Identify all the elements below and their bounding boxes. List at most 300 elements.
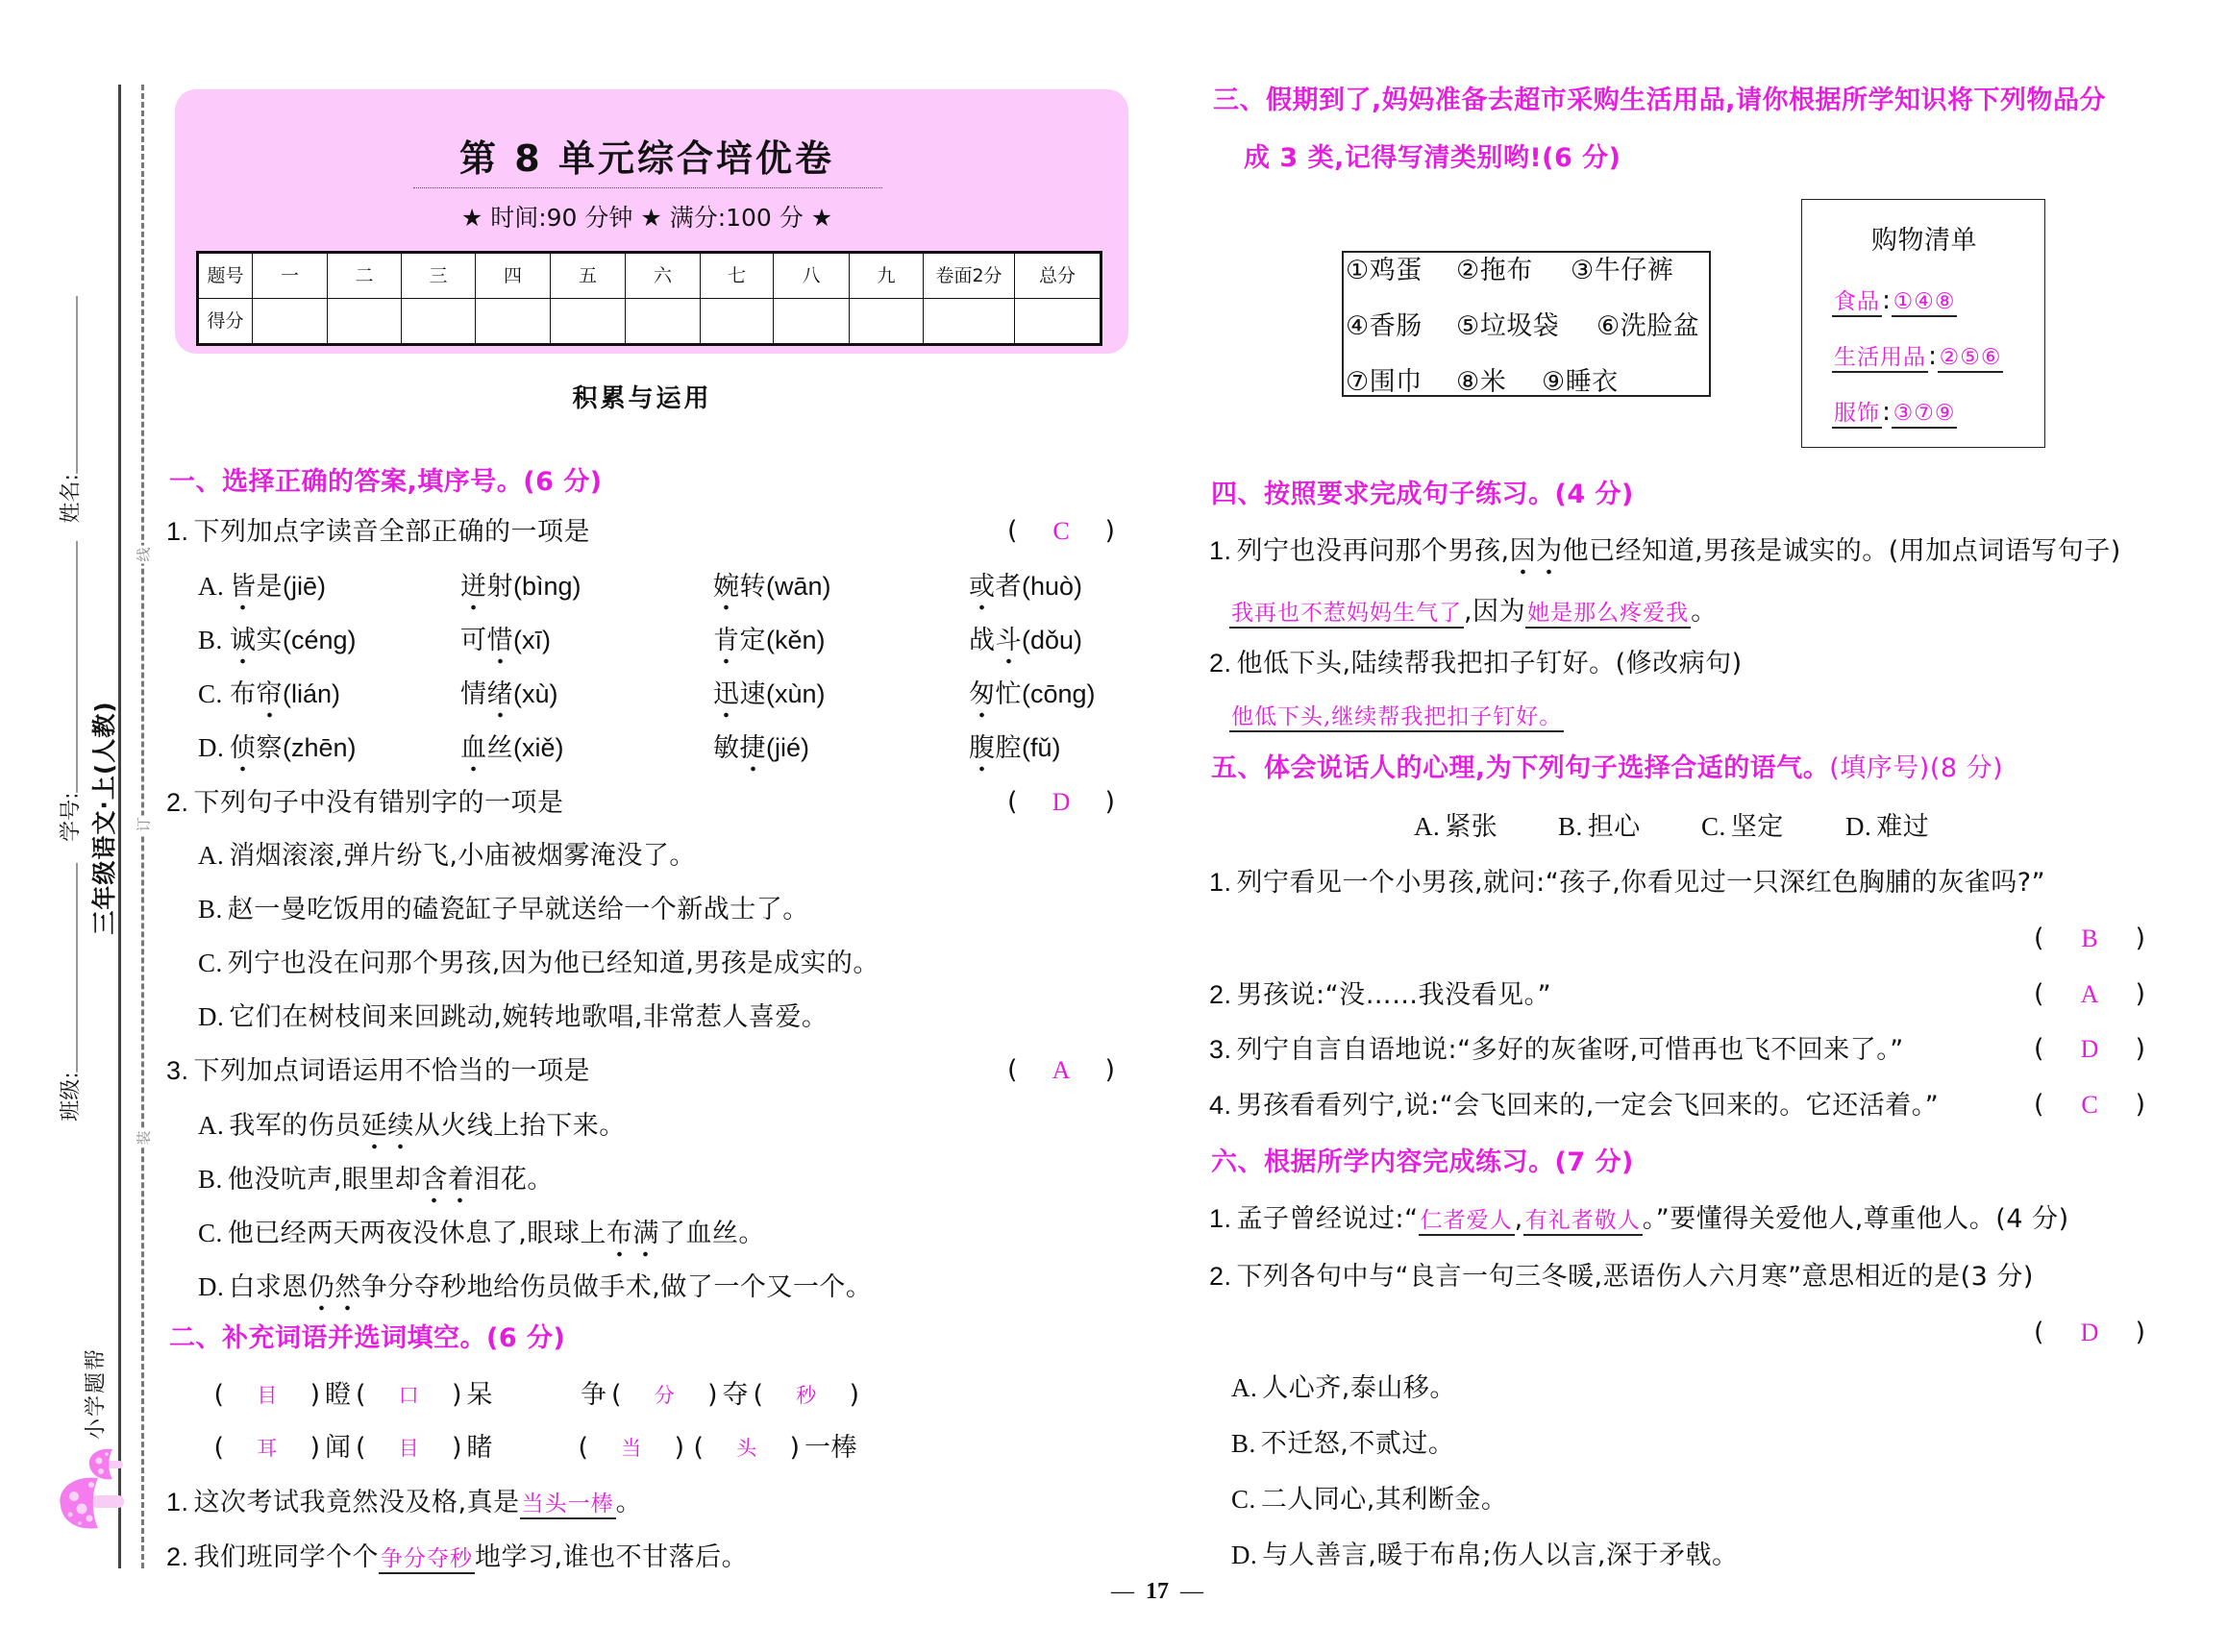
item: ③牛仔裤 <box>1571 256 1674 285</box>
pinyin-item <box>969 569 1082 604</box>
shopping-list-box <box>1801 199 2045 448</box>
option-pre: 白求恩 <box>229 1272 309 1302</box>
idiom-answer: 分 <box>654 1384 676 1407</box>
option-pre: 我军的伤员 <box>229 1111 361 1141</box>
question-number: 1. <box>1209 536 1232 565</box>
word-pre: 敏 <box>713 733 740 763</box>
pinyin: (dǒu) <box>1022 626 1083 654</box>
score-header-cell: 一 <box>253 253 328 299</box>
answer-paren <box>2034 922 2145 956</box>
pinyin: (jiē) <box>283 572 326 601</box>
option-label: C. <box>198 949 223 977</box>
word-post: 者 <box>995 572 1022 602</box>
pinyin: (jié) <box>766 733 809 762</box>
paren-open: ( <box>693 1433 705 1463</box>
pinyin-item <box>460 677 558 712</box>
option-label: D. <box>198 1272 225 1301</box>
option-text: 与人善言,暖于布帛;伤人以言,深于矛戟。 <box>1262 1541 1739 1570</box>
idiom-answer: 当 <box>621 1437 642 1460</box>
score-cell <box>328 299 402 345</box>
score-cell <box>701 299 774 345</box>
pinyin-option-d <box>198 730 1159 765</box>
paren-close: ) <box>451 1433 463 1463</box>
score-cell <box>774 299 850 345</box>
category-sep: : <box>1928 341 1938 371</box>
pinyin-item <box>460 623 551 658</box>
paren-close: ) <box>1104 1055 1115 1085</box>
question-number: 2. <box>166 1542 189 1571</box>
pinyin-item <box>230 730 357 766</box>
dotted-char: 婉 <box>713 572 740 611</box>
item: ⑦围巾 <box>1346 367 1423 397</box>
pinyin-item <box>713 623 826 658</box>
answer-letter: A <box>2080 980 2099 1008</box>
tone-choice-a <box>1414 809 1497 845</box>
dotted-char: 或 <box>969 572 996 611</box>
answer-letter: C <box>1052 517 1070 545</box>
paren-close: ) <box>789 1433 801 1463</box>
score-table-header-row <box>198 253 1101 299</box>
exam-title: 第 8 单元综合培优卷 <box>459 137 834 180</box>
question-number: 2. <box>1209 1262 1232 1291</box>
answer-letter: D <box>1052 788 1071 816</box>
part-title: 积累与运用 <box>572 384 712 413</box>
option-text: 消烟滚滚,弹片纷飞,小庙被烟雾淹没了。 <box>229 841 696 871</box>
s1-q3-option-c <box>198 1216 765 1250</box>
paren-open: ( <box>2034 1034 2044 1064</box>
pinyin-item <box>969 677 1096 712</box>
paren-close: ) <box>451 1380 463 1410</box>
score-header-cell: 八 <box>774 253 850 299</box>
question-number: 2. <box>166 788 189 817</box>
score-cell <box>924 299 1015 345</box>
paren-open: ( <box>2034 1318 2044 1347</box>
answer-letter: B <box>2081 925 2098 952</box>
section-2-title: 二、补充词语并选词填空。(6 分) <box>169 1323 566 1353</box>
section-3-title-line-2: 成 3 类,记得写清类别哟!(6 分) <box>1244 143 1621 173</box>
option-text: 人心齐,泰山移。 <box>1262 1373 1456 1403</box>
book-label: 三年级语文·上(人教) <box>90 701 118 935</box>
dotted-char: 皆 <box>230 572 257 611</box>
answer-paren <box>1007 1053 1115 1088</box>
answer-letter: C <box>2081 1091 2098 1119</box>
option-label: A. <box>198 1111 225 1140</box>
idiom-dangtouyibang <box>574 1431 857 1466</box>
s6-q2-option-c <box>1231 1482 1507 1516</box>
section-1-title: 一、选择正确的答案,填序号。(6 分) <box>169 467 603 497</box>
word-post: 射 <box>486 572 513 602</box>
s1-question-1 <box>166 514 590 549</box>
section-4-title: 四、按照要求完成句子练习。(4 分) <box>1211 480 1634 509</box>
option-label: C. <box>1231 1485 1256 1514</box>
option-label: D. <box>198 1002 225 1031</box>
paren-close: ) <box>309 1380 321 1410</box>
option-label: C. <box>198 1219 223 1247</box>
answer-letter: A <box>1052 1056 1071 1084</box>
paren-open: ( <box>1007 787 1018 817</box>
question-number: 1. <box>166 517 189 546</box>
dotted-char: 迅 <box>713 679 740 719</box>
tone-choices <box>0 809 2227 844</box>
fill-pre: 我们班同学个个 <box>193 1542 380 1572</box>
question-number: 4. <box>1209 1091 1232 1120</box>
option-text: 不迁怒,不贰过。 <box>1260 1429 1455 1459</box>
s2-fill-2 <box>166 1540 748 1574</box>
dotted-char: 捷 <box>740 733 767 773</box>
page-number-value: 17 <box>1146 1579 1169 1604</box>
idiom-answer: 目 <box>398 1437 420 1460</box>
choice-label: D. <box>1845 812 1872 841</box>
question-text: 下列加点词语运用不恰当的一项是 <box>193 1056 591 1086</box>
idiom-mudengkoudai <box>210 1378 493 1413</box>
score-header-cell: 二 <box>328 253 402 299</box>
score-header-cell: 七 <box>701 253 774 299</box>
score-cell <box>402 299 476 345</box>
s1-q2-option-c <box>198 946 879 980</box>
dotted-word: 延续 <box>361 1111 414 1150</box>
word-pre: 战 <box>969 626 996 655</box>
word-post: 忙 <box>995 679 1022 709</box>
pinyin-item <box>230 677 340 712</box>
answer-paren <box>2034 977 2145 1012</box>
quote-answer-1: 仁者爱人 <box>1419 1208 1515 1236</box>
category-answer: ①④⑧ <box>1892 289 1958 317</box>
question-number: 1. <box>1209 868 1232 897</box>
pinyin: (fǔ) <box>1022 733 1061 762</box>
option-pre: 他已经两天两夜没休息了,眼球上 <box>227 1219 606 1248</box>
score-header-cell: 卷面2分 <box>924 253 1015 299</box>
dotted-char: 侦 <box>230 733 257 773</box>
question-text: 列宁看见一个小男孩,就问:“孩子,你看见过一只深红色胸脯的灰雀吗?” <box>1236 868 2046 898</box>
option-text: 它们在树枝间来回跳动,婉转地歌唱,非常惹人喜爱。 <box>229 1002 829 1032</box>
idiom-answer: 秒 <box>796 1384 817 1407</box>
option-label: B. <box>1231 1429 1256 1458</box>
score-cell <box>1015 299 1101 345</box>
option-post: 争分夺秒地给伤员做手术,做了一个又一个。 <box>360 1272 873 1302</box>
idiom-row-2 <box>0 1431 961 1466</box>
student-id-label: 学号: <box>59 792 84 842</box>
pinyin-item <box>230 569 326 604</box>
pinyin: (zhēn) <box>283 733 357 762</box>
category-name: 生活用品 <box>1832 345 1928 373</box>
score-cell <box>850 299 924 345</box>
paren-open: ( <box>1007 516 1018 546</box>
s5-question-2 <box>1209 977 1551 1012</box>
pinyin: (xī) <box>513 626 551 654</box>
score-row-label: 得分 <box>198 299 253 345</box>
category-name: 服饰 <box>1832 401 1882 429</box>
pinyin-option-b <box>198 623 1159 657</box>
idiom-char: 瞪 <box>325 1380 352 1410</box>
section-5-title-main: 五、体会说话人的心理,为下列句子选择合适的语气。 <box>1211 753 1830 783</box>
pinyin: (xiě) <box>513 733 564 762</box>
score-table <box>196 251 1102 346</box>
question-text: 下列句子中没有错别字的一项是 <box>193 788 564 818</box>
paren-close: ) <box>2135 1318 2145 1347</box>
pinyin: (wān) <box>766 572 831 601</box>
pinyin-item <box>713 730 809 766</box>
question-pre: 列宁也没再问那个男孩, <box>1236 536 1510 566</box>
answer-part-2: 她是那么疼爱我 <box>1525 601 1691 629</box>
pinyin: (kěn) <box>766 626 826 654</box>
fill-pre: 这次考试我竟然没及格,真是 <box>193 1488 520 1517</box>
shopping-category-food <box>1832 284 1957 318</box>
paren-close: ) <box>1104 516 1115 546</box>
pinyin-item <box>460 730 564 766</box>
pinyin: (céng) <box>283 626 357 654</box>
pinyin: (cōng) <box>1022 679 1096 708</box>
paren-open: ( <box>753 1380 764 1410</box>
student-name-blank <box>77 296 78 474</box>
dotted-char: 惜 <box>487 626 514 665</box>
score-header-cell: 四 <box>476 253 551 299</box>
s6-q2-option-a <box>1231 1370 1456 1405</box>
choice-label: C. <box>1701 812 1726 841</box>
s4-answer-1 <box>1229 595 1718 629</box>
answer-letter: D <box>2080 1319 2099 1346</box>
dotted-word: 布满 <box>606 1219 659 1258</box>
item: ②拖布 <box>1456 256 1533 285</box>
dotted-word: 含着 <box>421 1165 474 1204</box>
answer-paren <box>2034 1088 2145 1122</box>
exam-meta: ★ 时间:90 分钟 ★ 满分:100 分 ★ <box>460 204 833 232</box>
word-post: 腔 <box>995 733 1022 763</box>
paren-open: ( <box>355 1380 367 1410</box>
answer-end: 。 <box>1691 597 1718 627</box>
option-text: 二人同心,其利断金。 <box>1260 1485 1508 1515</box>
pinyin-item <box>230 623 357 658</box>
dotted-char: 迸 <box>460 572 487 611</box>
question-text: 男孩说:“没……我没看见。” <box>1236 980 1552 1010</box>
item: ⑧米 <box>1456 367 1507 397</box>
answer-paren <box>1007 514 1115 549</box>
s2-fill-1 <box>166 1485 642 1519</box>
idiom-char: 夺 <box>722 1380 749 1410</box>
option-label: C. <box>198 679 223 708</box>
section-3-title-line-1: 三、假期到了,妈妈准备去超市采购生活用品,请你根据所学知识将下列物品分 <box>1213 86 2107 115</box>
option-text: 列宁也没在问那个男孩,因为他已经知道,男孩是成实的。 <box>227 949 879 978</box>
choice-text: 担心 <box>1587 812 1641 842</box>
choice-label: A. <box>1414 812 1441 841</box>
pinyin: (xùn) <box>766 679 826 708</box>
class-field <box>55 862 85 1121</box>
idiom-char: 睹 <box>466 1433 493 1463</box>
pinyin-option-a <box>198 569 1159 604</box>
word-post: 丝 <box>486 733 513 763</box>
answer-letter: D <box>2080 1035 2099 1063</box>
s1-q3-option-d <box>198 1270 872 1304</box>
class-label: 班级: <box>59 1072 84 1122</box>
word-post: 定 <box>739 626 766 655</box>
paren-open: ( <box>1007 1055 1018 1085</box>
dotted-word: 因为 <box>1510 536 1563 576</box>
dotted-word: 仍然 <box>309 1272 361 1312</box>
option-label: A. <box>198 572 225 601</box>
choice-text: 难过 <box>1876 812 1930 842</box>
class-blank <box>77 862 78 1072</box>
dotted-char: 帘 <box>257 679 284 719</box>
choice-text: 紧张 <box>1445 812 1498 842</box>
word-post: 转 <box>739 572 766 602</box>
score-header-cell: 题号 <box>198 253 253 299</box>
tone-choice-b <box>1558 809 1641 845</box>
question-number: 2. <box>1209 980 1232 1009</box>
paren-close: ) <box>2135 1090 2145 1120</box>
word-pre: 可 <box>460 626 487 655</box>
pinyin: (lián) <box>283 679 341 708</box>
option-label: A. <box>198 841 225 870</box>
page-number <box>1061 1576 1253 1607</box>
tone-choice-d <box>1845 809 1929 845</box>
paren-open: ( <box>610 1380 623 1410</box>
option-label: D. <box>198 733 225 762</box>
paren-close: ) <box>2135 924 2145 953</box>
fill-post: 。 <box>615 1488 643 1517</box>
paren-open: ( <box>2034 924 2044 953</box>
pinyin: (bìng) <box>513 572 581 601</box>
pinyin-item <box>460 569 581 604</box>
s5-question-4 <box>1209 1088 1939 1122</box>
pinyin-item <box>969 623 1082 658</box>
answer-text: 他低下头,继续帮我把扣子钉好。 <box>1229 704 1564 732</box>
paren-open: ( <box>2034 1090 2044 1120</box>
question-number: 3. <box>1209 1035 1232 1064</box>
s4-answer-2 <box>1229 699 1564 733</box>
shopping-list-title: 购物清单 <box>1871 226 1977 256</box>
paren-close: ) <box>1104 787 1115 817</box>
answer-connector: ,因为 <box>1464 597 1526 627</box>
quote-answer-2: 有礼者敬人 <box>1523 1208 1643 1236</box>
score-header-cell: 总分 <box>1015 253 1101 299</box>
s6-question-2 <box>1209 1259 2034 1294</box>
item: ⑥洗脸盆 <box>1596 311 1700 341</box>
item: ①鸡蛋 <box>1346 256 1423 285</box>
idiom-zhengfenduomiao <box>581 1378 864 1413</box>
dotted-char: 诚 <box>230 626 257 665</box>
question-number: 1. <box>1209 1204 1232 1233</box>
question-mid: , <box>1514 1204 1523 1234</box>
student-name-label: 姓名: <box>59 474 84 524</box>
question-number: 2. <box>1209 649 1232 678</box>
option-label: B. <box>198 895 223 924</box>
student-id-blank <box>77 541 78 793</box>
dotted-char: 绪 <box>487 679 514 719</box>
dotted-char: 肯 <box>713 626 740 665</box>
section-6-title: 六、根据所学内容完成练习。(7 分) <box>1211 1147 1634 1177</box>
answer-paren <box>2034 1032 2145 1067</box>
choice-label: B. <box>1558 812 1583 841</box>
mushroom-stem-big <box>91 1495 124 1508</box>
s6-q2-option-d <box>1231 1538 1739 1572</box>
section-5-title-tail: (填序号)(8 分) <box>1829 753 2004 783</box>
pinyin-option-c <box>198 677 1159 711</box>
paren-close: ) <box>309 1433 321 1463</box>
pinyin-item <box>969 730 1061 766</box>
option-post: 泪花。 <box>474 1165 554 1195</box>
option-label: D. <box>1231 1541 1258 1569</box>
category-name: 食品 <box>1832 289 1882 317</box>
dotted-char: 腹 <box>969 733 996 773</box>
word-post: 察 <box>256 733 283 763</box>
score-header-cell: 五 <box>551 253 626 299</box>
category-answer: ③⑦⑨ <box>1892 401 1958 429</box>
answer-part-1: 我再也不惹妈妈生气了 <box>1229 601 1464 629</box>
s1-q2-option-b <box>198 892 809 926</box>
brand-label: 小学题帮 <box>84 1346 109 1441</box>
s4-question-2 <box>1209 646 1743 680</box>
score-cell <box>253 299 328 345</box>
option-label: B. <box>198 626 223 654</box>
fill-answer: 争分夺秒 <box>379 1546 475 1574</box>
question-text: 列宁自言自语地说:“多好的灰雀呀,可惜再也飞不回来了。” <box>1236 1035 1904 1065</box>
paren-open: ( <box>213 1380 225 1410</box>
items-box <box>1342 251 1711 397</box>
idiom-answer: 耳 <box>257 1437 278 1460</box>
option-label: B. <box>198 1165 223 1194</box>
word-post: 实 <box>256 626 283 655</box>
fill-post: 地学习,谁也不甘落后。 <box>475 1542 749 1572</box>
option-post: 了血丝。 <box>658 1219 765 1248</box>
paren-open: ( <box>213 1433 225 1463</box>
dotted-char: 匆 <box>969 679 996 719</box>
idiom-char: 争 <box>581 1380 607 1410</box>
question-text: 男孩看看列宁,说:“会飞回来的,一定会飞回来的。它还活着。” <box>1236 1091 1940 1121</box>
item: ④香肠 <box>1346 311 1423 341</box>
idiom-answer: 口 <box>398 1384 420 1407</box>
pinyin: (xù) <box>513 679 558 708</box>
choice-text: 坚定 <box>1730 812 1784 842</box>
idiom-char: 闻 <box>325 1433 352 1463</box>
score-cell <box>626 299 701 345</box>
s1-q3-option-b <box>198 1162 554 1196</box>
idiom-answer: 头 <box>736 1437 757 1460</box>
shopping-category-clothing <box>1832 395 1957 430</box>
paren-close: ) <box>2135 1034 2145 1064</box>
score-header-cell: 三 <box>402 253 476 299</box>
score-table-score-row <box>198 299 1101 345</box>
word-post: 是 <box>256 572 283 602</box>
paren-open: ( <box>578 1433 589 1463</box>
s6-q2-option-b <box>1231 1426 1454 1461</box>
word-post: 速 <box>739 679 766 709</box>
paren-open: ( <box>2034 979 2044 1009</box>
question-text: 下列加点字读音全部正确的一项是 <box>193 517 591 547</box>
s1-question-3 <box>166 1053 590 1088</box>
category-sep: : <box>1882 285 1892 315</box>
question-post: 他已经知道,男孩是诚实的。(用加点词语写句子) <box>1562 536 2121 566</box>
score-cell <box>476 299 551 345</box>
dotted-char: 血 <box>460 733 487 773</box>
dotted-char: 斗 <box>996 626 1023 665</box>
paren-close: ) <box>674 1433 685 1463</box>
pinyin-item <box>713 569 831 604</box>
idiom-char: 一棒 <box>804 1433 857 1463</box>
question-pre: 孟子曾经说过:“ <box>1236 1204 1419 1234</box>
pinyin-item <box>713 677 826 712</box>
idiom-char: 呆 <box>466 1380 493 1410</box>
question-number: 3. <box>166 1056 189 1085</box>
section-5-title <box>1211 752 2003 786</box>
page-dash-left: — <box>1111 1579 1134 1604</box>
s1-q2-option-d <box>198 999 828 1034</box>
cut-mark-staple: 装 <box>135 1130 153 1146</box>
tone-choice-c <box>1701 809 1784 845</box>
item: ⑤垃圾袋 <box>1456 311 1560 341</box>
idiom-row-1 <box>0 1378 961 1413</box>
option-pre: 他没吭声,眼里却 <box>227 1165 422 1195</box>
score-header-cell: 九 <box>850 253 924 299</box>
cut-mark-line: 线 <box>135 547 153 562</box>
